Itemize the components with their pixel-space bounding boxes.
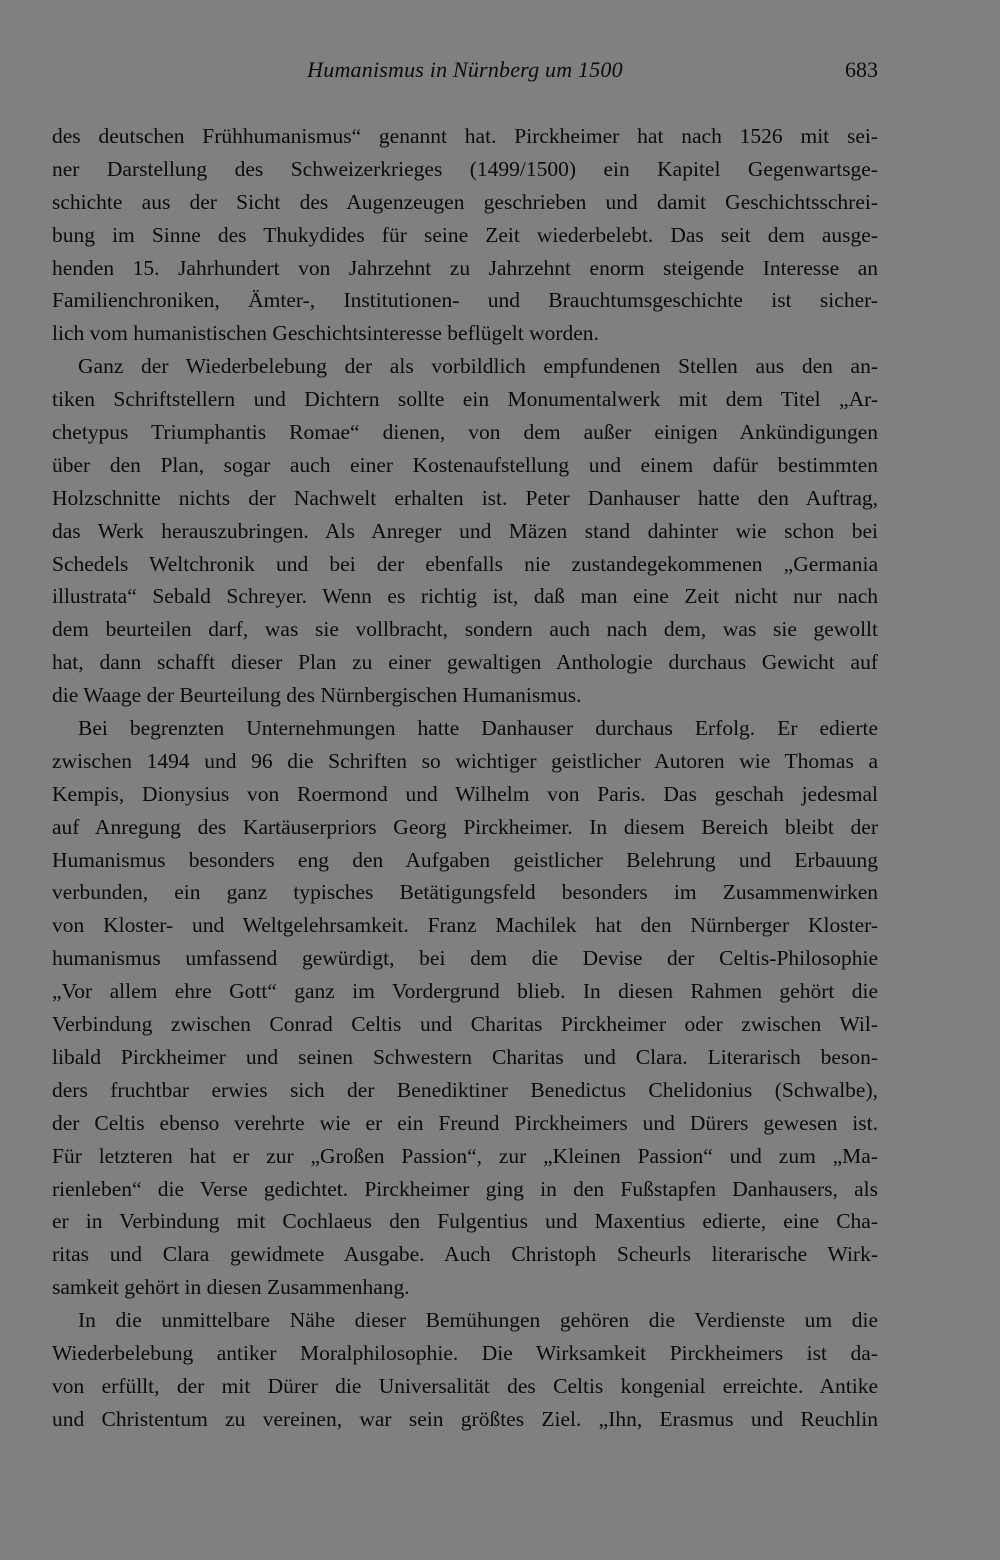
- page-header: [52, 56, 878, 86]
- text-line: der Celtis ebenso verehrte wie er ein Freund Pirckheimers und Dürers gewesen ist.: [52, 1110, 878, 1135]
- text-line: In die unmittelbare Nähe dieser Bemühungen gehören die Verdienste um die: [78, 1308, 878, 1333]
- text-line: dem beurteilen darf, was sie vollbracht, sondern auch nach dem, was sie gewollt: [52, 617, 878, 642]
- paragraph: [52, 712, 878, 1304]
- text-line: humanismus umfassend gewürdigt, bei dem die Devise der Celtis-Philosophie: [52, 946, 878, 971]
- text-line: Schedels Weltchronik und bei der ebenfalls nie zustandegekommenen „Germania: [52, 551, 878, 576]
- text-line: zwischen 1494 und 96 die Schriften so wichtiger geistlicher Autoren wie Thomas a: [52, 748, 878, 773]
- text-line: henden 15. Jahrhundert von Jahrzehnt zu Jahrzehnt enorm steigende Interesse an: [52, 255, 878, 280]
- text-line: und Christentum zu vereinen, war sein größtes Ziel. „Ihn, Erasmus und Reuchlin: [52, 1406, 878, 1431]
- text-line: tiken Schriftstellern und Dichtern sollte ein Monumentalwerk mit dem Titel „Ar-: [52, 387, 878, 412]
- text-line: über den Plan, sogar auch einer Kostenaufstellung und einem dafür bestimmten: [52, 452, 878, 477]
- text-line: Familienchroniken, Ämter-, Institutionen- und Brauchtumsgeschichte ist sicher-: [52, 288, 878, 313]
- text-line: des deutschen Frühhumanismus“ genannt hat. Pirckheimer hat nach 1526 mit sei-: [52, 124, 878, 148]
- paragraph: [52, 350, 878, 712]
- text-line: Kempis, Dionysius von Roermond und Wilhelm von Paris. Das geschah jedesmal: [52, 781, 878, 806]
- text-line: hat, dann schafft dieser Plan zu einer gewaltigen Anthologie durchaus Gewicht auf: [52, 650, 878, 675]
- text-line: Bei begrenzten Unternehmungen hatte Danhauser durchaus Erfolg. Er edierte: [78, 716, 878, 741]
- text-line: illustrata“ Sebald Schreyer. Wenn es richtig ist, daß man eine Zeit nicht nur nach: [52, 584, 878, 609]
- text-line: von Kloster- und Weltgelehrsamkeit. Franz Machilek hat den Nürnberger Kloster-: [52, 913, 878, 938]
- text-line: Humanismus besonders eng den Aufgaben geistlicher Belehrung und Erbauung: [52, 847, 878, 872]
- text-line: ner Darstellung des Schweizerkrieges (1499/1500) ein Kapitel Gegenwartsge-: [52, 156, 878, 181]
- text-line: Für letzteren hat er zur „Großen Passion“, zur „Kleinen Passion“ und zum „Ma-: [52, 1143, 878, 1168]
- text-line: die Waage der Beurteilung des Nürnbergischen Humanismus.: [52, 683, 582, 708]
- text-line: auf Anregung des Kartäuserpriors Georg Pirckheimer. In diesem Bereich bleibt der: [52, 814, 878, 839]
- page-number: 683: [845, 57, 878, 82]
- text-line: Verbindung zwischen Conrad Celtis und Charitas Pirckheimer oder zwischen Wil-: [52, 1012, 878, 1037]
- text-line: er in Verbindung mit Cochlaeus den Fulgentius und Maxentius edierte, eine Cha-: [52, 1209, 878, 1234]
- paragraph: [52, 120, 878, 350]
- text-line: das Werk herauszubringen. Als Anreger und Mäzen stand dahinter wie schon bei: [52, 518, 878, 543]
- text-line: schichte aus der Sicht des Augenzeugen geschrieben und damit Geschichtsschrei-: [52, 189, 878, 214]
- text-line: Wiederbelebung antiker Moralphilosophie. Die Wirksamkeit Pirckheimers ist da-: [52, 1340, 878, 1365]
- text-line: verbunden, ein ganz typisches Betätigungsfeld besonders im Zusammenwirken: [52, 880, 878, 905]
- text-line: chetypus Triumphantis Romae“ dienen, von dem außer einigen Ankündigungen: [52, 420, 878, 445]
- text-line: ritas und Clara gewidmete Ausgabe. Auch Christoph Scheurls literarische Wirk-: [52, 1242, 878, 1267]
- text-line: rienleben“ die Verse gedichtet. Pirckheimer ging in den Fußstapfen Danhausers, als: [52, 1176, 878, 1201]
- text-line: bung im Sinne des Thukydides für seine Zeit wiederbelebt. Das seit dem ausge-: [52, 222, 878, 247]
- text-line: lich vom humanistischen Geschichtsinteresse beflügelt worden.: [52, 321, 599, 346]
- text-line: Holzschnitte nichts der Nachwelt erhalten ist. Peter Danhauser hatte den Auftrag,: [52, 485, 878, 510]
- text-line: „Vor allem ehre Gott“ ganz im Vordergrund blieb. In diesen Rahmen gehört die: [52, 979, 878, 1004]
- text-line: Ganz der Wiederbelebung der als vorbildlich empfundenen Stellen aus den an-: [78, 354, 878, 379]
- running-title: Humanismus in Nürnberg um 1500: [307, 57, 623, 82]
- text-line: ders fruchtbar erwies sich der Benediktiner Benedictus Chelidonius (Schwalbe),: [52, 1077, 878, 1102]
- text-line: samkeit gehört in diesen Zusammenhang.: [52, 1275, 410, 1300]
- paragraph: [52, 1304, 878, 1436]
- body-text: [52, 120, 878, 1436]
- text-line: von erfüllt, der mit Dürer die Universalität des Celtis kongenial erreichte. Antike: [52, 1373, 878, 1398]
- text-line: libald Pirckheimer und seinen Schwestern Charitas und Clara. Literarisch beson-: [52, 1044, 878, 1069]
